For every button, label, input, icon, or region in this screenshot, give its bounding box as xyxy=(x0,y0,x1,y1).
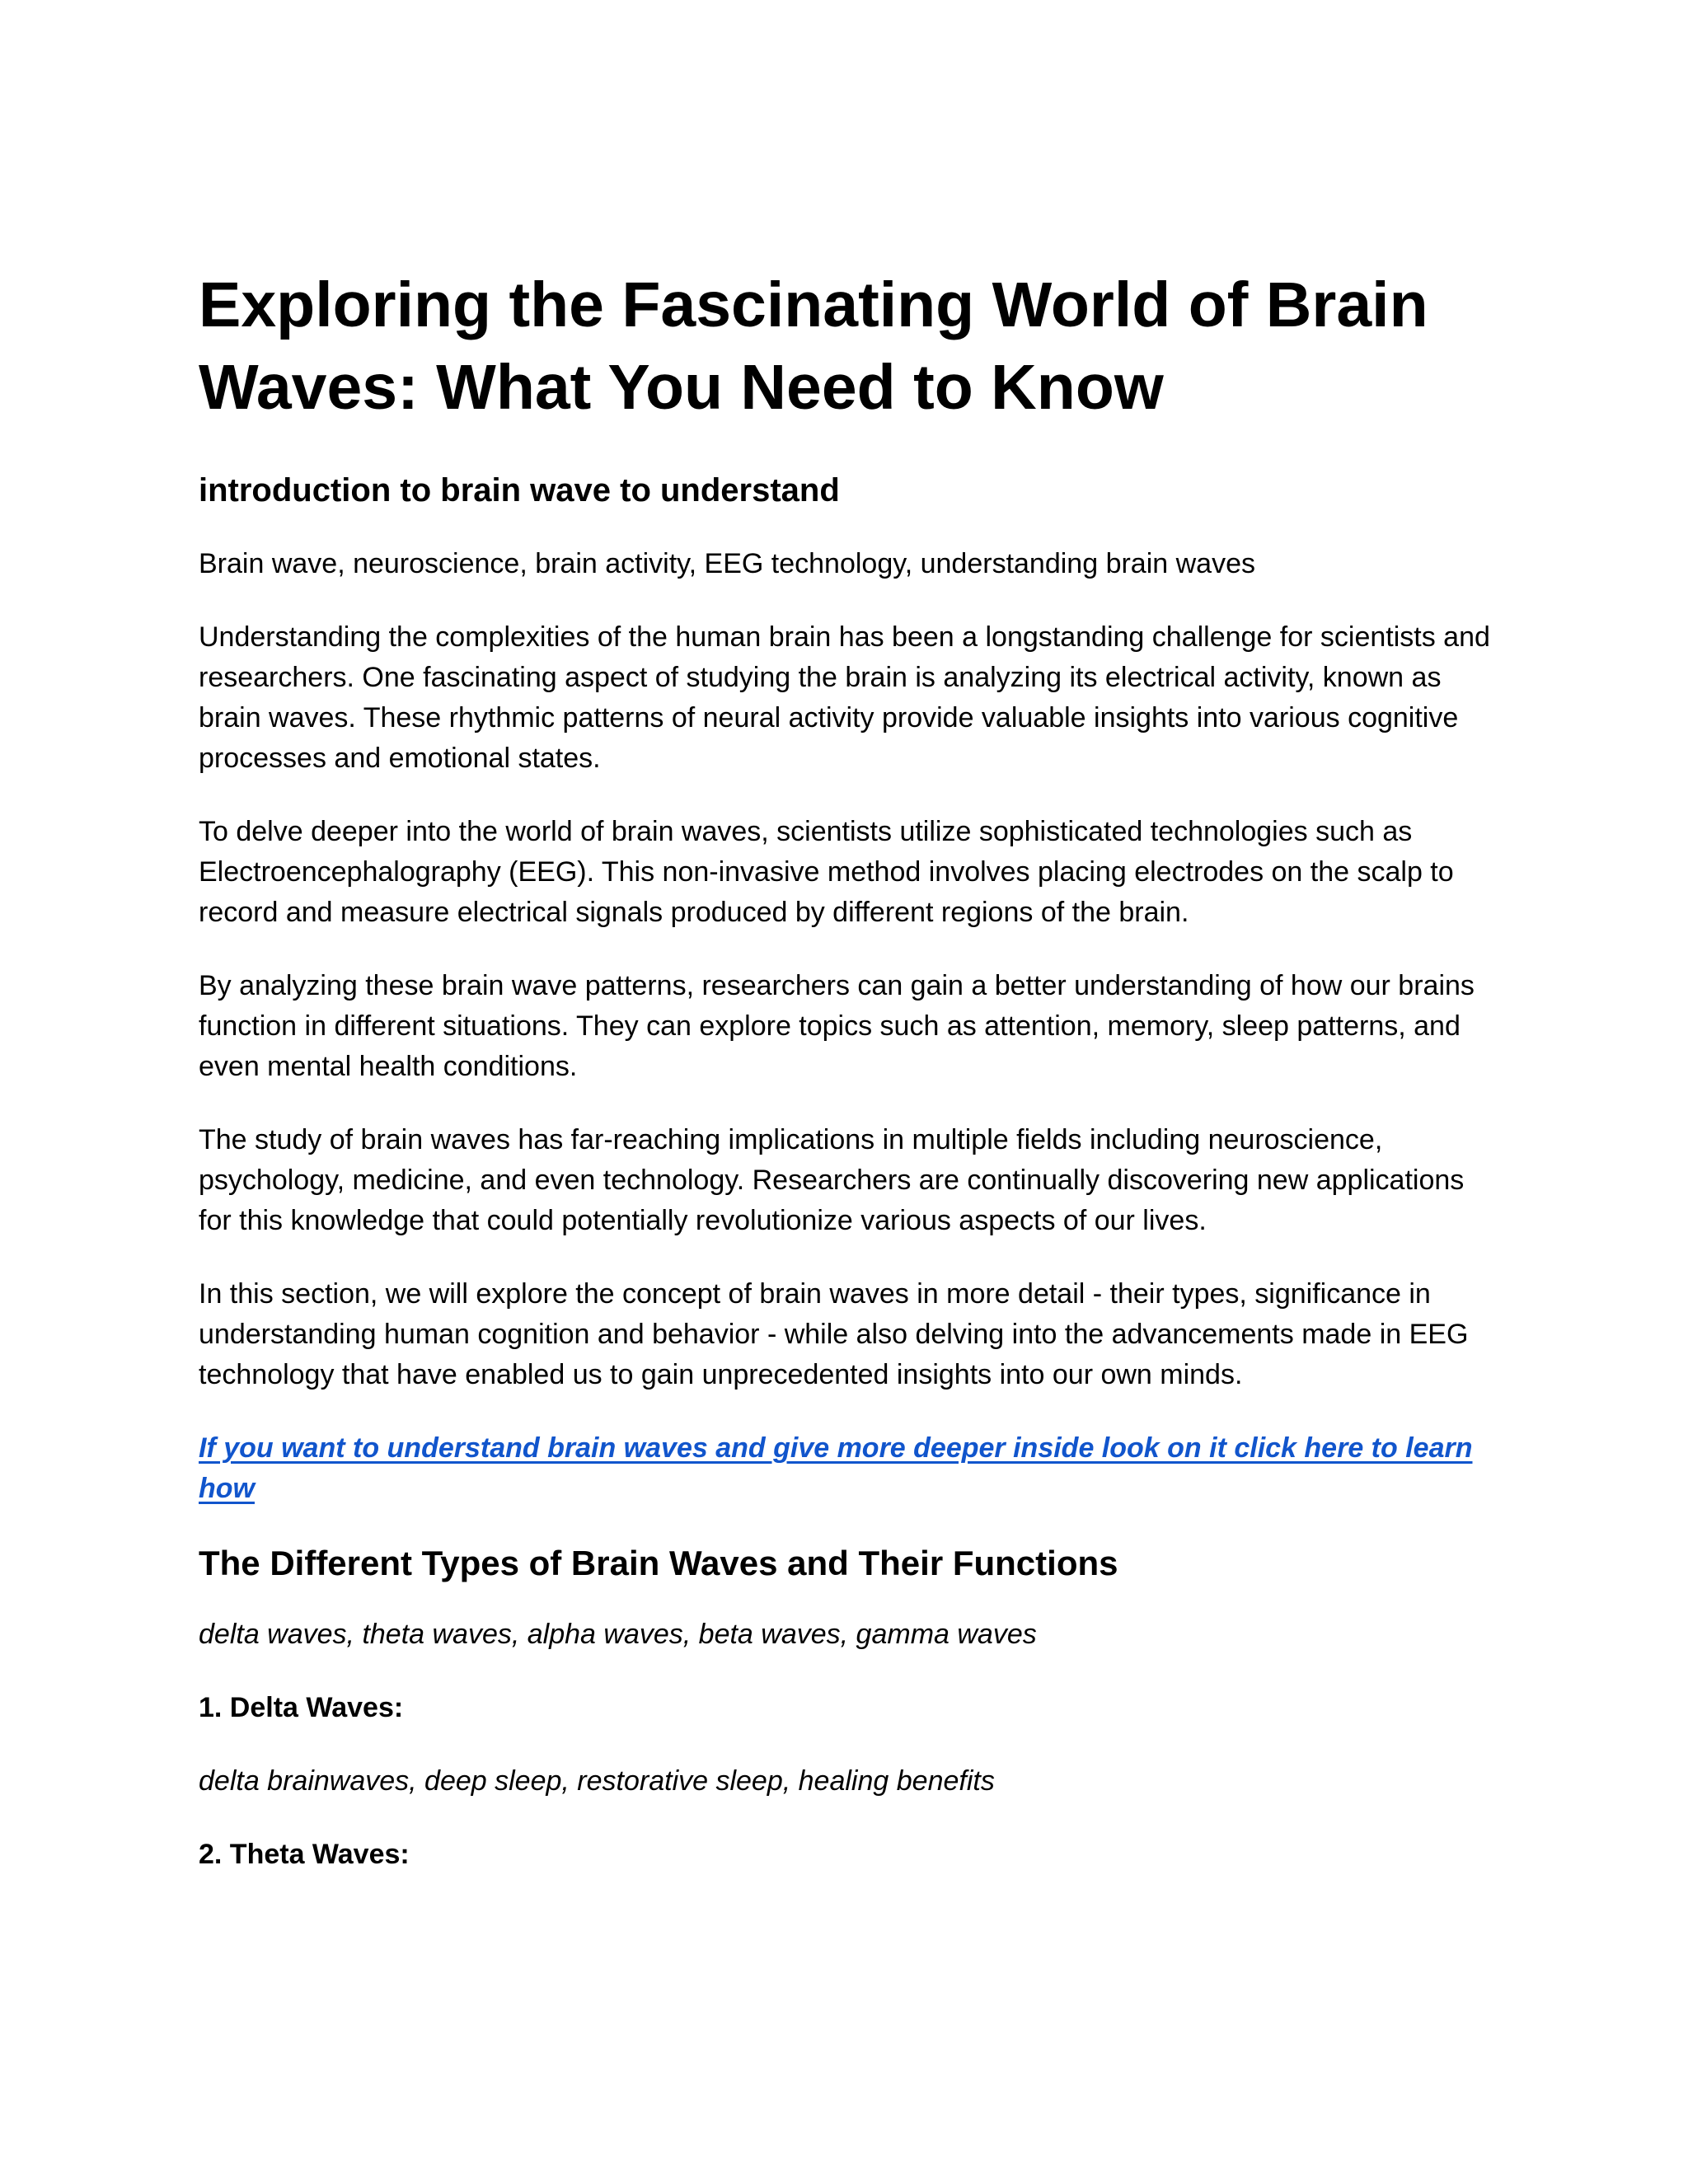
types-heading: The Different Types of Brain Waves and Their Functions xyxy=(199,1544,1118,1582)
types-keywords: delta waves, theta waves, alpha waves, beta waves, gamma waves xyxy=(199,1619,1037,1650)
paragraph-3: By analyzing these brain wave patterns, researchers can gain a better understanding of how our brains function in different situations. They can explore topics such as attention, memory, sleep patterns, and even mental health conditions. xyxy=(199,970,1475,1082)
paragraph-5: In this section, we will explore the concept of brain waves in more detail - their types, significance in understanding human cognition and behavior - while also delving into the advancements made in EEG technology that have enabled us to gain unprecedented insights into our own minds. xyxy=(199,1278,1469,1390)
delta-waves-heading: 1. Delta Waves: xyxy=(199,1692,404,1723)
learn-more-link[interactable]: If you want to understand brain waves and give more deeper inside look on it click here to learn how xyxy=(199,1432,1473,1504)
theta-waves-heading: 2. Theta Waves: xyxy=(199,1839,410,1870)
delta-waves-keywords: delta brainwaves, deep sleep, restorative sleep, healing benefits xyxy=(199,1765,995,1797)
document-page xyxy=(199,264,1501,1908)
intro-keywords: Brain wave, neuroscience, brain activity, EEG technology, understanding brain waves xyxy=(199,548,1255,579)
paragraph-1: Understanding the complexities of the human brain has been a longstanding challenge for scientists and researchers. One fascinating aspect of studying the brain is analyzing its electrical activity, known as brain waves. These rhythmic patterns of neural activity provide valuable insights into various cognitive processes and emotional states. xyxy=(199,621,1490,774)
cta-paragraph xyxy=(199,1428,1501,1509)
document-title: Exploring the Fascinating World of Brain Waves: What You Need to Know xyxy=(199,269,1428,423)
intro-heading: introduction to brain wave to understand xyxy=(199,472,840,509)
paragraph-2: To delve deeper into the world of brain waves, scientists utilize sophisticated technologies such as Electroencephalography (EEG). This non-invasive method involves placing electrodes on the scalp to record and measure electrical signals produced by different regions of the brain. xyxy=(199,816,1454,928)
paragraph-4: The study of brain waves has far-reaching implications in multiple fields including neuroscience, psychology, medicine, and even technology. Researchers are continually discovering new applications for this knowledge that could potentially revolutionize various aspects of our lives. xyxy=(199,1124,1465,1236)
